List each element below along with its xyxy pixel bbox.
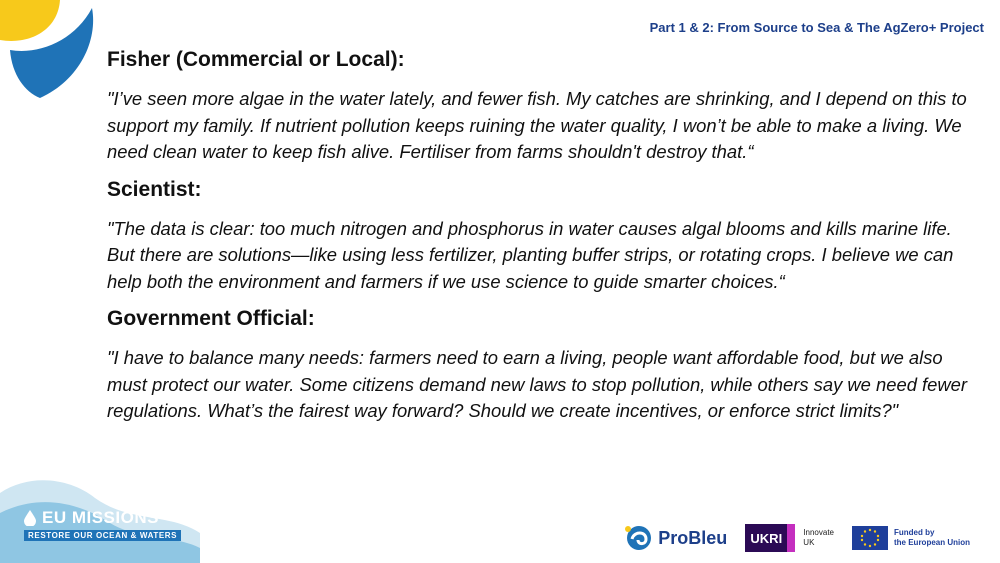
eu-funding-logo xyxy=(852,526,970,550)
speaker-quote: "I’ve seen more algae in the water lately, and fewer fish. My catches are shrinking, and I depend on this to support my family. If nutrient pollution keeps ruining the water quality, I won’t be able to make a living. We need clean water to keep fish alive. Fertiliser from farms shouldn't destroy that.“ xyxy=(107,88,967,162)
speaker-quote: "The data is clear: too much nitrogen and phosphorus in water causes algal blooms and kills marine life. But there are solutions—like using less fertilizer, planting buffer strips, or rotating crops. I believe we can help both the environment and farmers if we use science to guide smarter choices.“ xyxy=(107,217,954,292)
ukri-box: UKRI xyxy=(745,524,795,552)
main-content xyxy=(107,46,977,435)
section-fisher xyxy=(107,46,977,166)
eu-missions-title: EU MISSIONS xyxy=(42,508,159,527)
funded-line1: Funded by xyxy=(894,528,935,537)
probleu-logo xyxy=(624,523,727,553)
water-drop-icon xyxy=(24,510,36,526)
speaker-heading: Fisher (Commercial or Local): xyxy=(107,48,405,71)
eu-missions-logo xyxy=(24,508,181,541)
corner-logo-shape xyxy=(0,0,100,100)
section-scientist xyxy=(107,176,977,296)
speaker-heading: Government Official: xyxy=(107,307,315,330)
funded-line2: the European Union xyxy=(894,538,970,547)
innovate-uk-line2: UK xyxy=(803,538,815,547)
eu-flag-icon xyxy=(852,526,888,550)
eu-missions-subtitle: RESTORE OUR OCEAN & WATERS xyxy=(24,530,181,541)
ukri-logo xyxy=(745,524,834,552)
partner-logos xyxy=(624,523,970,553)
section-government xyxy=(107,305,977,425)
probleu-swirl-icon xyxy=(624,523,654,553)
page-header-title: Part 1 & 2: From Source to Sea & The AgZero+ Project xyxy=(649,20,984,35)
probleu-label: ProBleu xyxy=(658,527,728,548)
innovate-uk-line1: Innovate xyxy=(803,528,834,537)
speaker-heading: Scientist: xyxy=(107,177,202,201)
speaker-quote: "I have to balance many needs: farmers need to earn a living, people want affordable food, but we also must protect our water. Some citizens demand new laws to stop pollution, while others say we need fewer regulations. What’s the fairest way forward? Should we create incentives, or enforce strict limits?" xyxy=(107,347,968,421)
